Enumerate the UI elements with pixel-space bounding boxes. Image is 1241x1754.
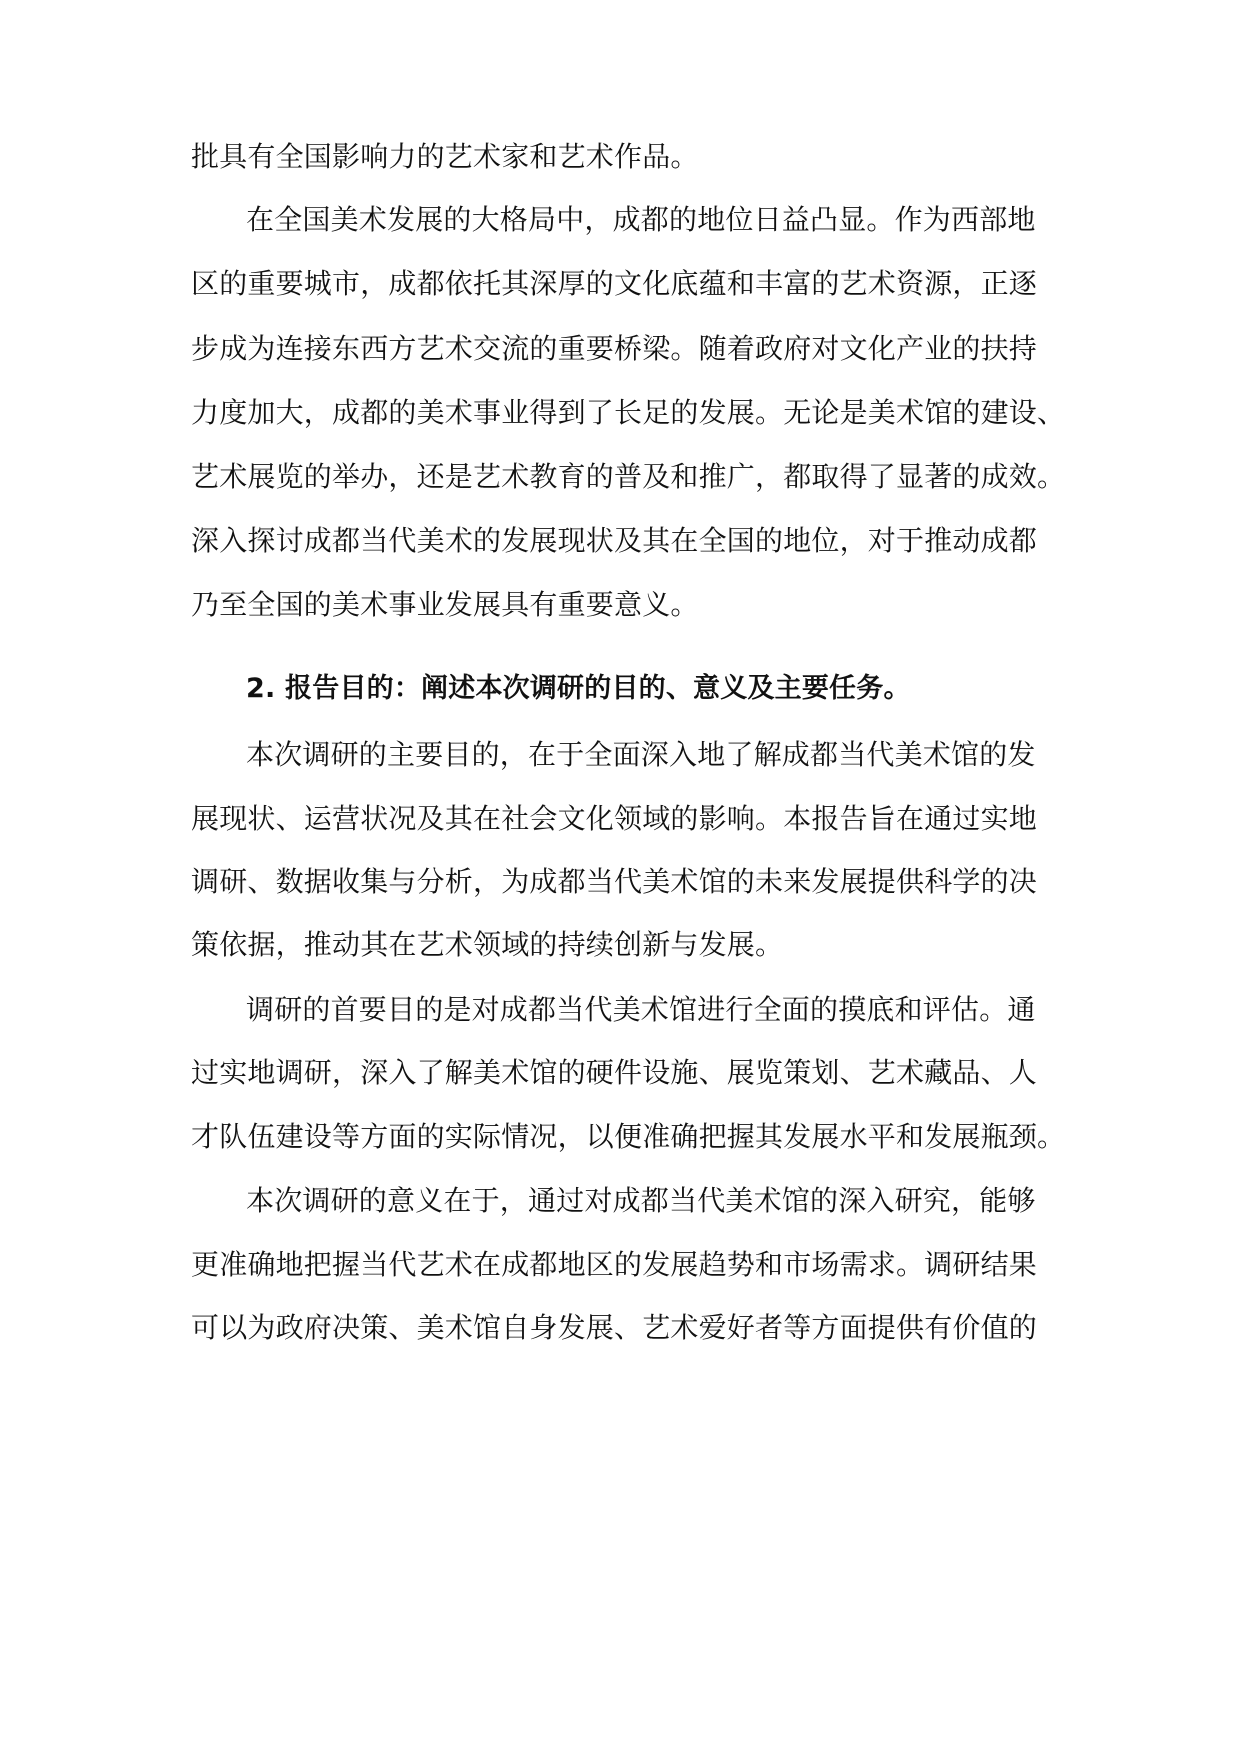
paragraph-line: 乃至全国的美术事业发展具有重要意义。 (191, 588, 699, 621)
paragraph-line: 深入探讨成都当代美术的发展现状及其在全国的地位，对于推动成都 (191, 524, 1038, 557)
paragraph-line: 更准确地把握当代艺术在成都地区的发展趋势和市场需求。调研结果 (191, 1248, 1038, 1281)
paragraph-line: 调研的首要目的是对成都当代美术馆进行全面的摸底和评估。通 (246, 993, 1036, 1026)
paragraph-line: 艺术展览的举办，还是艺术教育的普及和推广，都取得了显著的成效。 (191, 460, 1066, 493)
paragraph-line: 展现状、运营状况及其在社会文化领域的影响。本报告旨在通过实地 (191, 802, 1038, 835)
paragraph-line: 本次调研的主要目的，在于全面深入地了解成都当代美术馆的发 (246, 738, 1036, 771)
paragraph-line: 可以为政府决策、美术馆自身发展、艺术爱好者等方面提供有价值的 (191, 1311, 1038, 1344)
paragraph-line: 区的重要城市，成都依托其深厚的文化底蕴和丰富的艺术资源，正逐 (191, 267, 1038, 300)
section-heading: 2. 报告目的：阐述本次调研的目的、意义及主要任务。 (246, 673, 911, 704)
paragraph-line: 调研、数据收集与分析，为成都当代美术馆的未来发展提供科学的决 (191, 865, 1038, 898)
paragraph-line: 过实地调研，深入了解美术馆的硬件设施、展览策划、艺术藏品、人 (191, 1056, 1038, 1089)
paragraph-line: 策依据，推动其在艺术领域的持续创新与发展。 (191, 928, 784, 961)
paragraph-line: 力度加大，成都的美术事业得到了长足的发展。无论是美术馆的建设、 (191, 396, 1066, 429)
paragraph-line: 步成为连接东西方艺术交流的重要桥梁。随着政府对文化产业的扶持 (191, 332, 1038, 365)
paragraph-line: 本次调研的意义在于，通过对成都当代美术馆的深入研究，能够 (246, 1184, 1036, 1217)
paragraph-line: 批具有全国影响力的艺术家和艺术作品。 (191, 140, 699, 173)
paragraph-line: 才队伍建设等方面的实际情况，以便准确把握其发展水平和发展瓶颈。 (191, 1120, 1066, 1153)
paragraph-line: 在全国美术发展的大格局中，成都的地位日益凸显。作为西部地 (246, 203, 1036, 236)
